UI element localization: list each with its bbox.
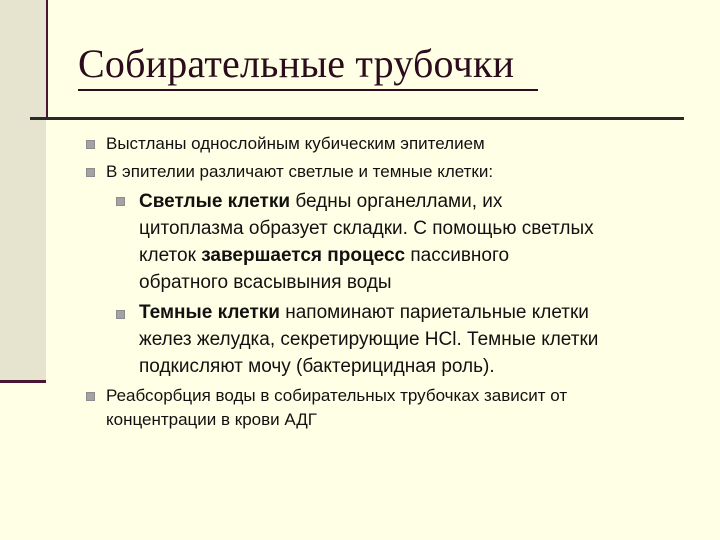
bullet-3-line-1: Реабсорбция воды в собирательных трубочках зависит от: [106, 386, 568, 405]
sub-bullet-2-line-2: желез желудка, секретирующие HCl. Темные клетки: [139, 329, 599, 350]
light-cells-term: Светлые клетки: [139, 191, 291, 212]
sub-bullet-1-line-1: Светлые клетки бедны органеллами, их: [139, 191, 503, 212]
bullet-icon: [86, 168, 95, 177]
title-horizontal-rule: [30, 117, 684, 120]
sub-bullet-2-line-1: Темные клетки напоминают париетальные клетки: [139, 302, 589, 323]
title-underline: [78, 89, 538, 91]
bullet-2-text: В эпителии различают светлые и темные клетки:: [106, 162, 494, 181]
sub-bullet-1-line-3: клеток завершается процесс пассивного: [139, 245, 510, 266]
sub-bullet-icon: [116, 197, 125, 206]
bullet-3-line-2: концентрации в крови АДГ: [106, 410, 317, 429]
left-band-rule: [0, 380, 46, 383]
left-decorative-band: [0, 0, 46, 380]
sub-bullet-1-line-2: цитоплазма образует складки. С помощью светлых: [139, 218, 594, 239]
dark-cells-term: Темные клетки: [139, 302, 280, 323]
title-vertical-rule: [46, 0, 48, 118]
bullet-icon: [86, 392, 95, 401]
sub-bullet-1-line-4: обратного всасывыния воды: [139, 272, 392, 293]
sub-bullet-icon: [116, 310, 125, 319]
sub-bullet-2-line-3: подкисляют мочу (бактерицидная роль).: [139, 356, 495, 377]
bullet-icon: [86, 140, 95, 149]
bullet-1-text: Выстланы однослойным кубическим эпителием: [106, 134, 485, 153]
slide-title: Собирательные трубочки: [78, 41, 515, 86]
